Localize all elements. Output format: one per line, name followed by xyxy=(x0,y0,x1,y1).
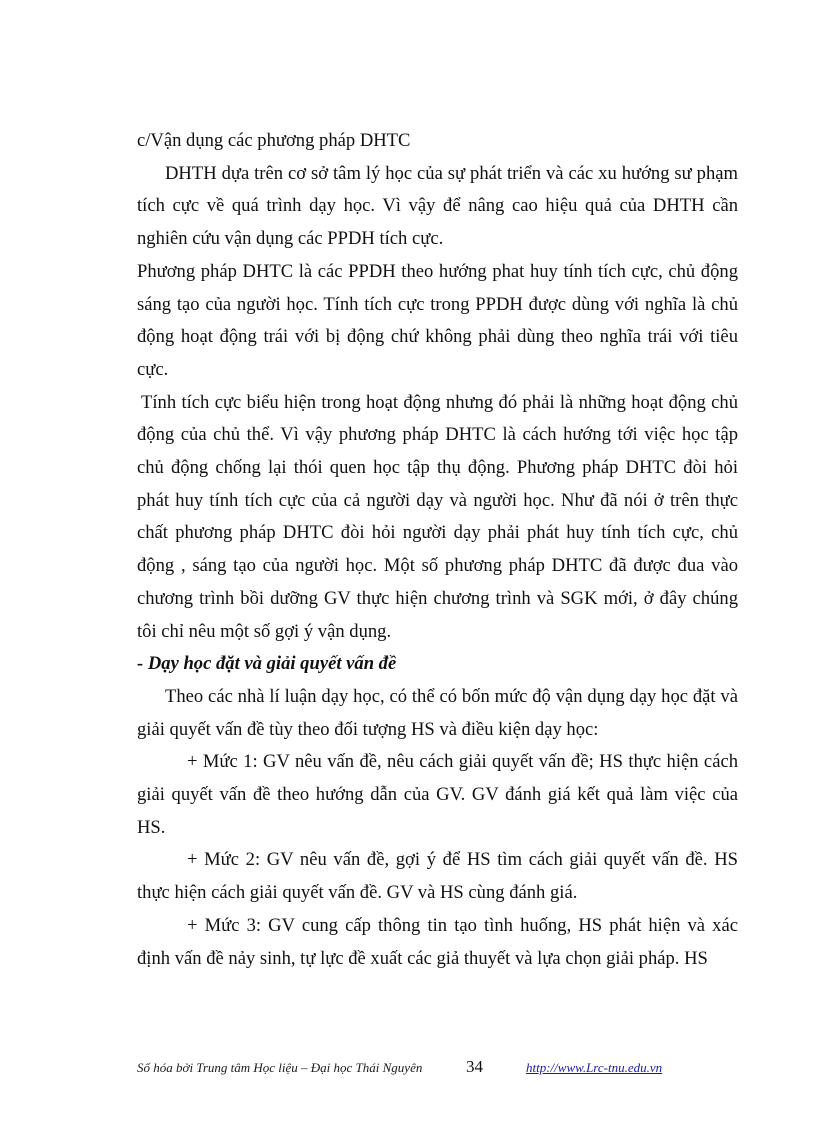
paragraph-1: DHTH dựa trên cơ sở tâm lý học của sự phát triển và các xu hướng sư phạm tích cực về quá trình dạy học. Vì vậy để nâng cao hiệu quả của DHTH cần nghiên cứu vận dụng các PPDH tích cực. xyxy=(137,162,738,250)
section-title: c/Vận dụng các phương pháp DHTC xyxy=(137,130,411,151)
level-1-item: + Mức 1: GV nêu vấn đề, nêu cách giải quyết vấn đề; HS thực hiện cách giải quyết vấn đề theo hướng dẫn của GV. GV đánh giá kết quả làm việc của HS. xyxy=(137,751,738,838)
subheading: - Dạy học đặt và giải quyết vấn đề xyxy=(137,653,397,675)
level-2-item: + Mức 2: GV nêu vấn đề, gợi ý để HS tìm cách giải quyết vấn đề. HS thực hiện cách giải quyết vấn đề. GV và HS cùng đánh giá. xyxy=(137,849,738,904)
paragraph-3: Tính tích cực biểu hiện trong hoạt động nhưng đó phải là những hoạt động chủ động của chủ thể. Vì vậy phương pháp DHTC là cách hướng tới việc học tập chủ động chống lại thói quen học tập thụ động. Phương pháp DHTC đòi hỏi phát huy tính tích cực của cả người dạy và người học. Như đã nói ở trên thực chất phương pháp DHTC đòi hỏi người dạy phải phát huy tính tích cực, chủ động , sáng tạo của người học. Một số phương pháp DHTC đã được đua vào chương trình bồi dưỡng GV thực hiện chương trình và SGK mới, ở đây chúng tôi chỉ nêu một số gợi ý vận dụng. xyxy=(137,391,738,642)
page-body xyxy=(137,125,738,975)
page-footer xyxy=(137,1057,738,1081)
footer-credit: Số hóa bởi Trung tâm Học liệu – Đại học Thái Nguyên xyxy=(137,1060,423,1075)
footer-link[interactable]: http://www.Lrc-tnu.edu.vn xyxy=(526,1060,663,1075)
paragraph-4: Theo các nhà lí luận dạy học, có thể có bốn mức độ vận dụng dạy học đặt và giải quyết vấn đề tùy theo đối tượng HS và điều kiện dạy học: xyxy=(137,685,738,740)
page-number: 34 xyxy=(466,1057,483,1076)
paragraph-2: Phương pháp DHTC là các PPDH theo hướng phat huy tính tích cực, chủ động sáng tạo của người học. Tính tích cực trong PPDH được dùng với nghĩa là chủ động hoạt động trái với bị động chứ không phải dùng theo nghĩa trái với tiêu cực. xyxy=(137,260,738,380)
level-3-item: + Mức 3: GV cung cấp thông tin tạo tình huống, HS phát hiện và xác định vấn đề nảy sinh, tự lực đề xuất các giả thuyết và lựa chọn giải pháp. HS xyxy=(137,914,738,969)
